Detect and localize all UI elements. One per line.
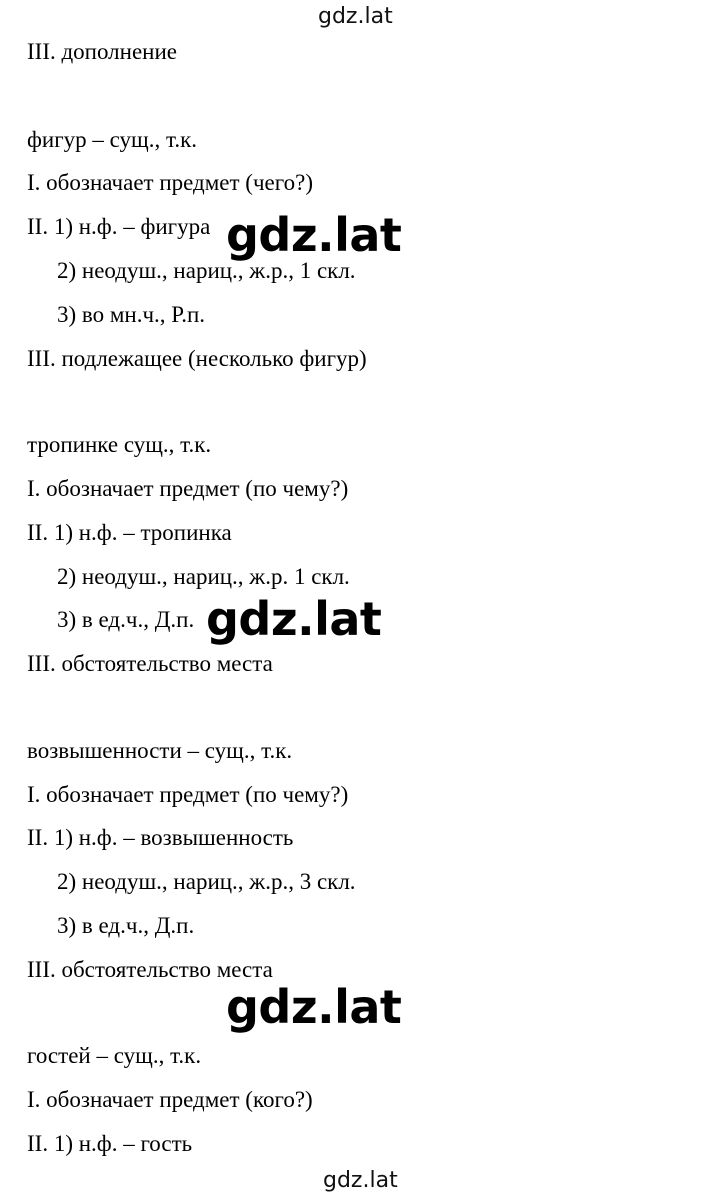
text-line: фигур – сущ., т.к. bbox=[27, 127, 198, 152]
watermark-top: gdz.lat bbox=[318, 4, 393, 29]
text-line: 2) неодуш., нариц., ж.р. 1 скл. bbox=[57, 564, 350, 589]
text-line: гостей – сущ., т.к. bbox=[27, 1043, 202, 1068]
watermark-bottom: gdz.lat bbox=[323, 1168, 398, 1193]
text-line: III. подлежащее (несколько фигур) bbox=[27, 346, 367, 371]
text-line: тропинке сущ., т.к. bbox=[27, 432, 212, 457]
text-line: 2) неодуш., нариц., ж.р., 1 скл. bbox=[57, 258, 356, 283]
text-line: II. 1) н.ф. – гость bbox=[27, 1131, 193, 1156]
watermark-large: gdz.lat bbox=[206, 592, 382, 646]
text-line: III. дополнение bbox=[27, 39, 178, 64]
watermark-large: gdz.lat bbox=[226, 980, 402, 1034]
text-line: II. 1) н.ф. – возвышенность bbox=[27, 825, 294, 850]
text-line: III. обстоятельство места bbox=[27, 957, 273, 982]
text-line: 2) неодуш., нариц., ж.р., 3 скл. bbox=[57, 869, 356, 894]
text-line: I. обозначает предмет (кого?) bbox=[27, 1087, 313, 1112]
text-line: 3) в ед.ч., Д.п. bbox=[57, 607, 195, 632]
text-line: I. обозначает предмет (по чему?) bbox=[27, 782, 349, 807]
text-line: 3) в ед.ч., Д.п. bbox=[57, 913, 195, 938]
text-line: I. обозначает предмет (чего?) bbox=[27, 170, 313, 195]
text-line: 3) во мн.ч., Р.п. bbox=[57, 302, 206, 327]
watermark-large: gdz.lat bbox=[226, 208, 402, 262]
text-line: II. 1) н.ф. – фигура bbox=[27, 214, 211, 239]
text-line: возвышенности – сущ., т.к. bbox=[27, 738, 293, 763]
text-line: II. 1) н.ф. – тропинка bbox=[27, 520, 232, 545]
text-line: I. обозначает предмет (по чему?) bbox=[27, 476, 349, 501]
text-line: III. обстоятельство места bbox=[27, 651, 273, 676]
